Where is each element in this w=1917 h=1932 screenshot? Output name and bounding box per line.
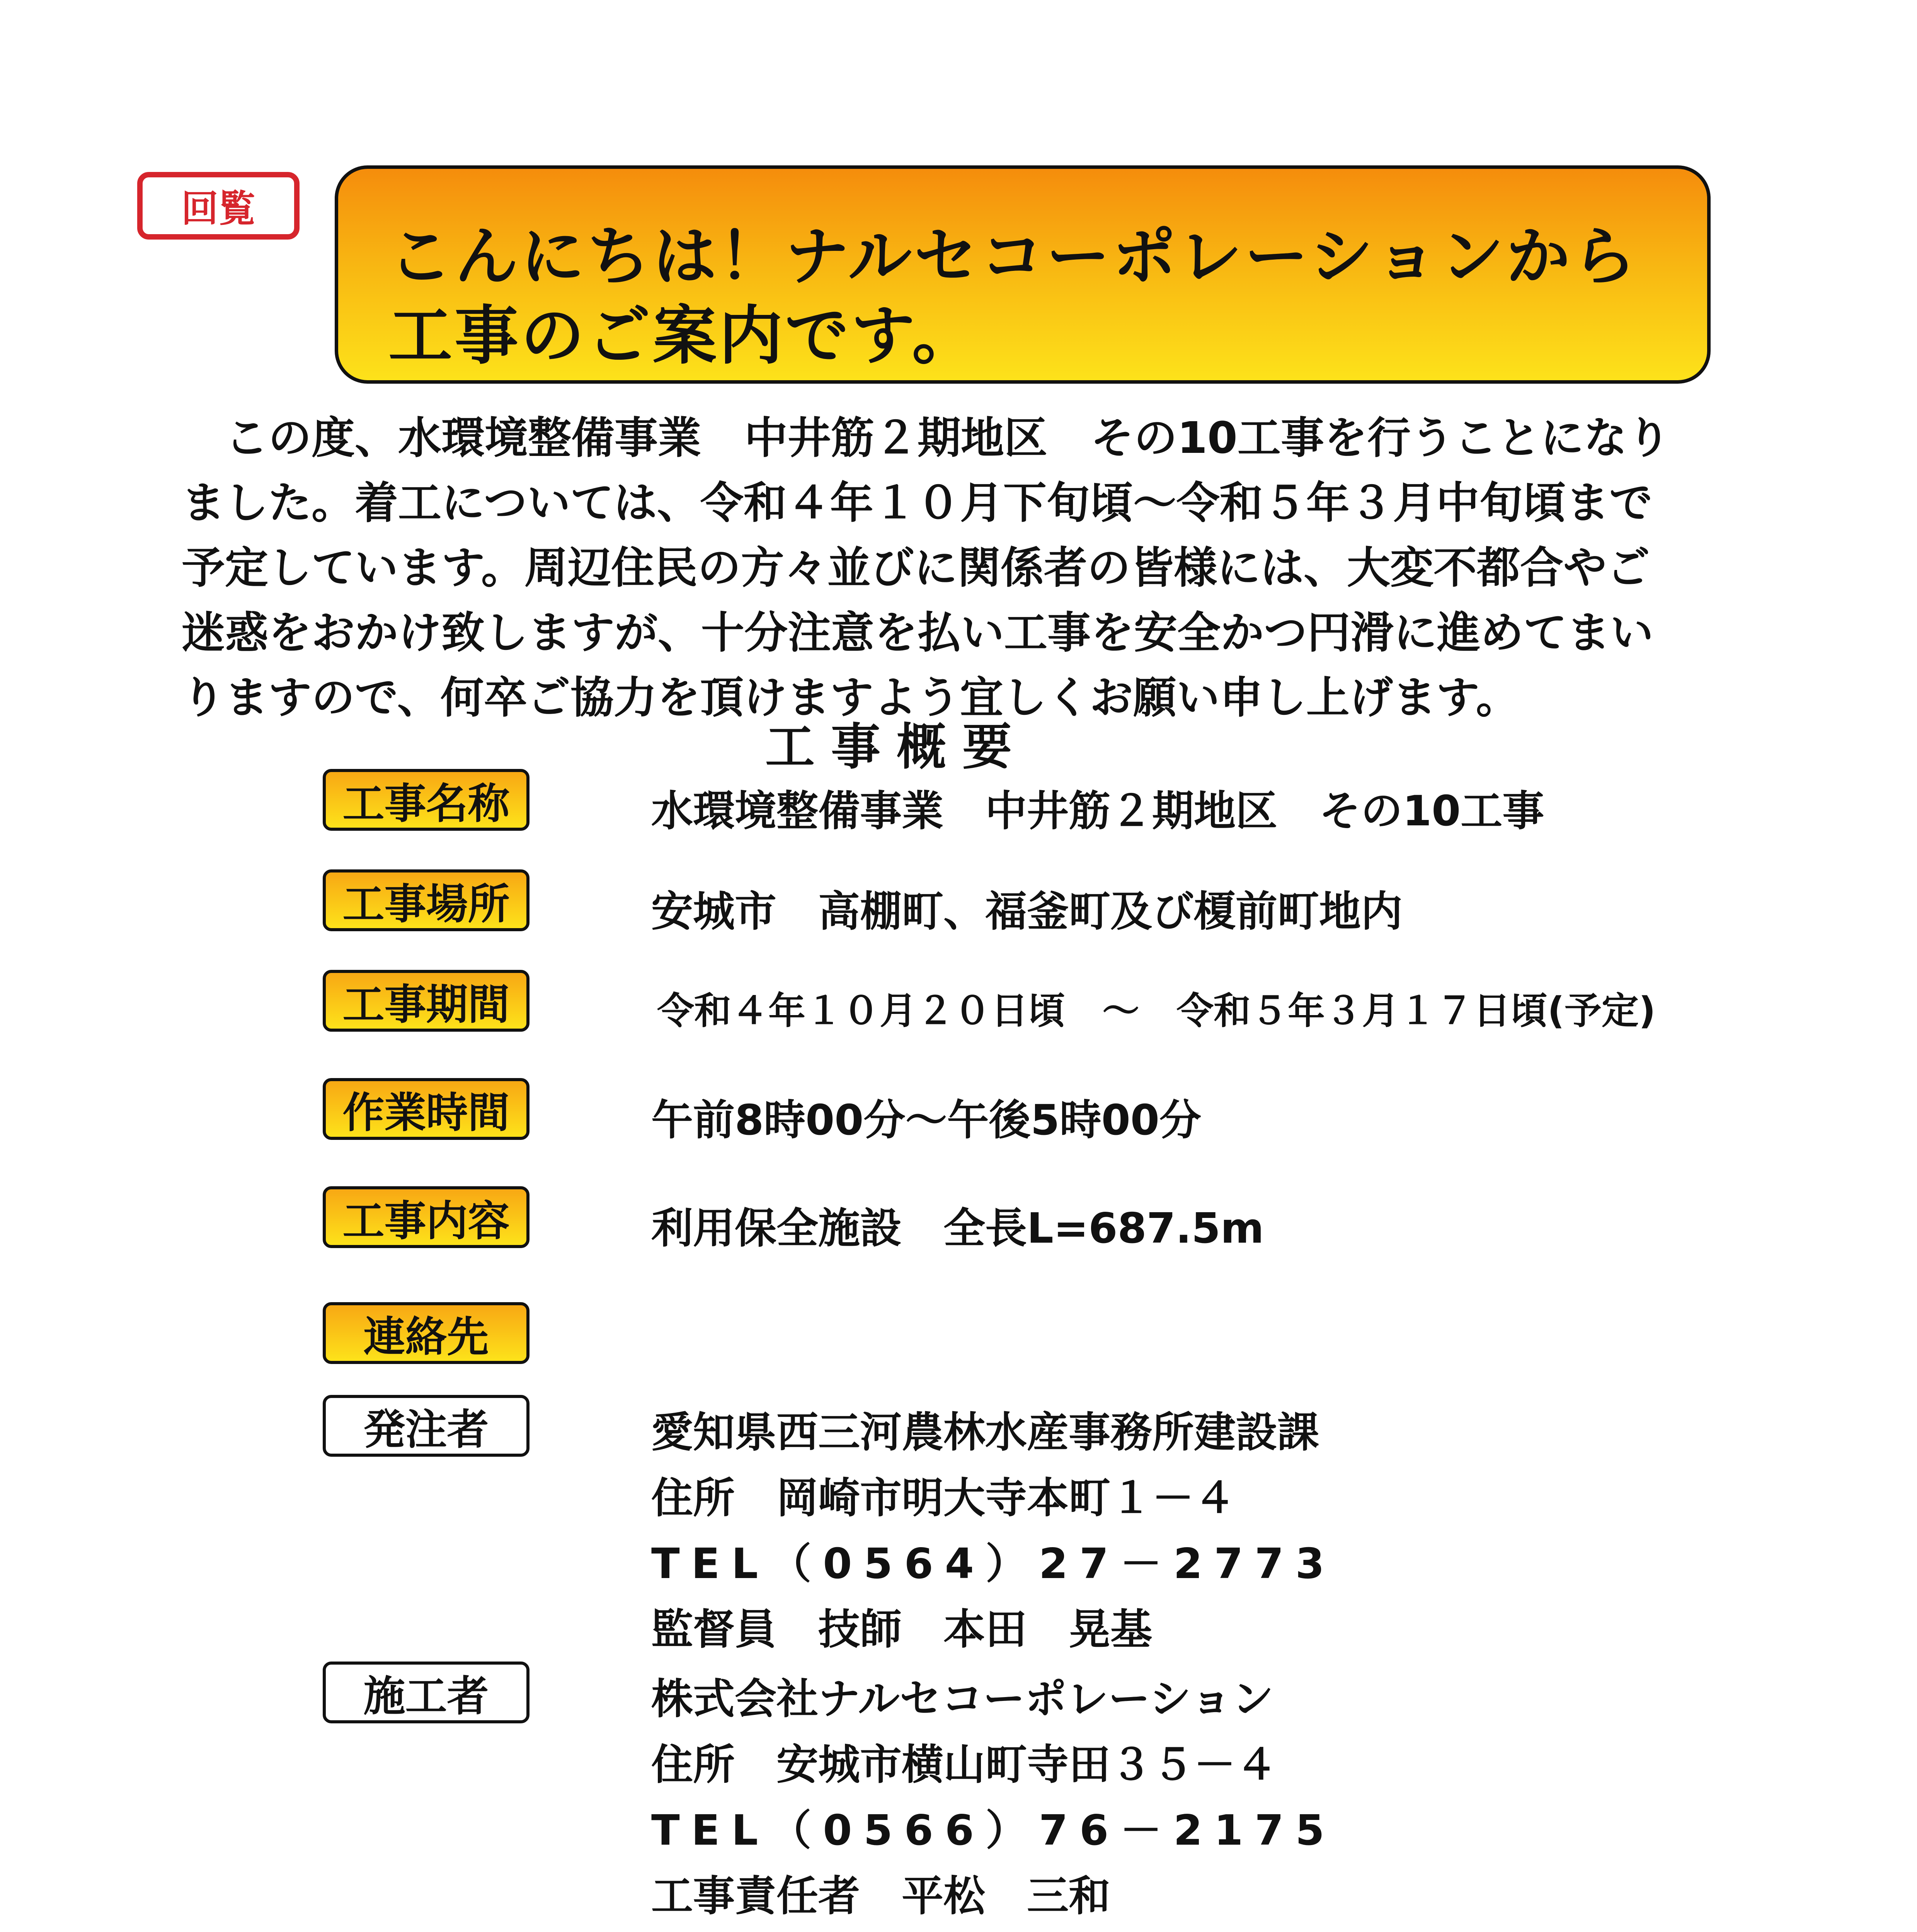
intro-line: ました。着工については、令和４年１０月下旬頃～令和５年３月中旬頃まで bbox=[182, 478, 1653, 528]
label-construction-content: 工事内容 bbox=[323, 1186, 529, 1248]
label-work-hours: 作業時間 bbox=[323, 1078, 529, 1140]
label-contractor: 施工者 bbox=[323, 1662, 529, 1723]
intro-line: 迷惑をおかけ致しますが、十分注意を払い工事を安全かつ円滑に進めてまい bbox=[182, 608, 1653, 658]
label-construction-period: 工事期間 bbox=[323, 970, 529, 1032]
label-contact: 連絡先 bbox=[323, 1302, 529, 1364]
value-construction-period: 令和４年１０月２０日頃 ～ 令和５年３月１７日頃(予定) bbox=[657, 989, 1656, 1032]
banner-line-1: こんにちは！ナルセコーポレーションから bbox=[388, 219, 1639, 294]
intro-line: 予定しています。周辺住民の方々並びに関係者の皆様には、大変不都合やご bbox=[182, 543, 1650, 593]
overview-title: 工事概要 bbox=[765, 718, 1028, 776]
contractor-line: 工事責任者 平松 三和 bbox=[651, 1872, 1111, 1920]
orderer-line: 監督員 技師 本田 晃基 bbox=[651, 1605, 1153, 1654]
value-construction-content: 利用保全施設 全長L=687.5m bbox=[651, 1204, 1264, 1253]
value-work-hours: 午前8時00分～午後5時00分 bbox=[651, 1096, 1201, 1145]
contractor-line: 住所 安城市横山町寺田３５－４ bbox=[651, 1741, 1278, 1789]
orderer-line: 愛知県西三河農林水産事務所建設課 bbox=[651, 1408, 1319, 1457]
banner-line-2: 工事のご案内です。 bbox=[388, 299, 978, 373]
orderer-line: TEL（0564）27－2773 bbox=[651, 1540, 1336, 1588]
label-construction-site: 工事場所 bbox=[323, 869, 529, 931]
value-construction-name: 水環境整備事業 中井筋２期地区 その10工事 bbox=[651, 787, 1544, 835]
value-construction-site: 安城市 高棚町、福釜町及び榎前町地内 bbox=[651, 888, 1403, 936]
intro-line: りますので、何卒ご協力を頂けますよう宜しくお願い申し上げます。 bbox=[182, 673, 1519, 723]
circulate-stamp: 回覧 bbox=[137, 172, 300, 240]
label-orderer: 発注者 bbox=[323, 1395, 529, 1457]
intro-line: この度、水環境整備事業 中井筋２期地区 その10工事を行うことになり bbox=[182, 413, 1670, 463]
contractor-line: 株式会社ナルセコーポレーション bbox=[651, 1675, 1274, 1723]
orderer-line: 住所 岡崎市明大寺本町１－４ bbox=[651, 1474, 1236, 1522]
contractor-line: TEL（0566）76－2175 bbox=[651, 1806, 1336, 1855]
label-construction-name: 工事名称 bbox=[323, 769, 529, 831]
